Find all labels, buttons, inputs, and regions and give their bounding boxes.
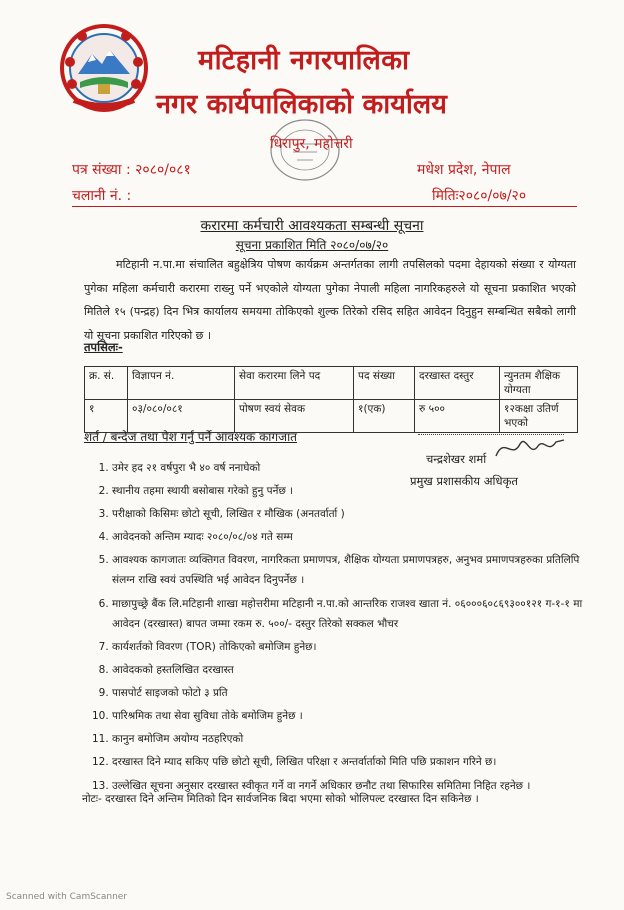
dispatch-number: चलानी नं. :	[72, 188, 132, 204]
list-item: 2. स्थानीय तहमा स्थायी बसोबास गरेको हुनु पर्नेछ ।	[112, 481, 590, 501]
signatory-role: प्रमुख प्रशासकीय अधिकृत	[410, 474, 518, 488]
vacancy-table	[84, 366, 578, 433]
signatory-name: चन्द्रशेखर शर्मा	[426, 452, 487, 466]
table-cell: १	[85, 400, 128, 433]
list-item: 6. माछापुच्छ्रे बैंक लि.मटिहानी शाखा महोत्तरीमा मटिहानी न.पा.को आन्तरिक राजश्व खाता नं. ०६०००६०८६९३००१२१ ग-१-१ मा आवेदन (दरखास्त) बापत जम्मा रकम रु. ५००/- दस्तुर तिरेको सक्कल भौचर	[112, 594, 590, 634]
list-item: 13. उल्लेखित सूचना अनुसार दरखास्त स्वीकृत गर्ने वा नगर्ने अधिकार छनौट तथा सिफारिस समितिमा निहित रहनेछ ।	[112, 776, 590, 796]
conditions-list	[88, 458, 590, 799]
table-header-cell: न्युनतम शैक्षिक योग्यता	[500, 367, 578, 400]
note-text: नोटः- दरखास्त दिने अन्तिम मितिको दिन सार्वजनिक बिदा भएमा सोको भोलिपल्ट दरखास्त दिन सकिनेछ ।	[82, 793, 479, 805]
province-label: मधेश प्रदेश, नेपाल	[417, 162, 511, 178]
list-item: 11. कानुन बमोजिम अयोग्य नठहरिएको	[112, 729, 590, 749]
notice-body-text: मटिहानी न.पा.मा संचालित बहुक्षेत्रिय पोषण कार्यक्रम अन्तर्गतका लागी तपसिलको पदमा देहायको संख्या र योग्यता पुगेका महिला कर्मचारी करारमा राख्नु पर्ने भएकोले योग्यता पुगेका नेपाली महिला नागरिकहरुले यो सूचना प्रकाशित भएको मितिले १५ (पन्द्रह) दिन भित्र कार्यालय समयमा तोकिएको शुल्क तिरेको रसिद सहित आवेदन दिनुहुन सम्बन्धित सबैको लागी यो सूचना प्रकाशित गरिएको छ ।	[84, 258, 576, 342]
table-cell: पोषण स्वयं सेवक	[235, 400, 354, 433]
municipality-title: मटिहानी नगरपालिका	[198, 45, 410, 76]
details-label: तपसिलः-	[84, 340, 123, 354]
list-item: 10. पारिश्रमिक तथा सेवा सुविधा तोके बमोजिम हुनेछ ।	[112, 706, 590, 726]
table-header-cell: सेवा करारमा लिने पद	[235, 367, 354, 400]
table-header-cell: विज्ञापन नं.	[128, 367, 235, 400]
table-header-row	[85, 367, 578, 400]
reference-number: पत्र संख्या : २०८०/०८१	[72, 162, 191, 178]
list-item: 9. पासपोर्ट साइजको फोटो ३ प्रति	[112, 683, 590, 703]
conditions-heading: शर्त / बन्देज तथा पेश गर्नु पर्ने आवश्यक कागजात	[84, 430, 298, 444]
list-item: 3. परीक्षाको किसिमः छोटो सूची, लिखित र मौखिक (अनतर्वार्ता )	[112, 504, 590, 524]
office-location: धिरापुर, महोत्तरी	[270, 136, 353, 152]
list-item: 8. आवेदकको हस्तलिखित दरखास्त	[112, 660, 590, 680]
list-item: 4. आवेदनको अन्तिम म्यादः २०८०/०८/०४ गते सम्म	[112, 527, 590, 547]
list-item: 7. कार्यशर्तको विवरण (TOR) तोकिएको बमोजिम हुनेछ।	[112, 637, 590, 657]
list-item: 12. दरखास्त दिने म्याद सकिए पछि छोटो सूची, लिखित परिक्षा र अन्तर्वार्ताको मिति पछि प्रकाशन गरिने छ।	[112, 752, 590, 772]
table-cell: रु ५००	[415, 400, 500, 433]
scanner-watermark: Scanned with CamScanner	[6, 892, 128, 902]
municipality-emblem-icon	[58, 22, 150, 114]
notice-published-date: सूचना प्रकाशित मिति २०८०/०७/२०	[235, 238, 389, 252]
notice-body	[84, 253, 576, 347]
table-cell: १(एक)	[354, 400, 415, 433]
table-header-cell: दरखास्त दस्तुर	[415, 367, 500, 400]
table-cell: ०३/०८०/०८१	[128, 400, 235, 433]
header-divider	[72, 206, 577, 207]
list-item: 1. उमेर हद २१ वर्षपुरा भै ४० वर्ष ननाघेको	[112, 458, 590, 478]
list-item: 5. आवश्यक कागजातः व्यक्तिगत विवरण, नागरिकता प्रमाणपत्र, शैक्षिक योग्यता प्रमाणपत्रहरु, अनुभव प्रमाणपत्रहरुका प्रतिलिपि संलग्न राखि स्वयं उपस्थिति भई आवेदन दिनुपर्नेछ ।	[112, 550, 590, 590]
table-header-cell: क्र. सं.	[85, 367, 128, 400]
table-header-cell: पद संख्या	[354, 367, 415, 400]
office-title: नगर कार्यपालिकाको कार्यालय	[156, 89, 447, 120]
letter-date: मितिः२०८०/०७/२०	[432, 188, 527, 204]
table-cell: १२कक्षा उतिर्ण भएको	[500, 400, 578, 433]
notice-title: करारमा कर्मचारी आवश्यकता सम्बन्धी सूचना	[200, 218, 424, 234]
